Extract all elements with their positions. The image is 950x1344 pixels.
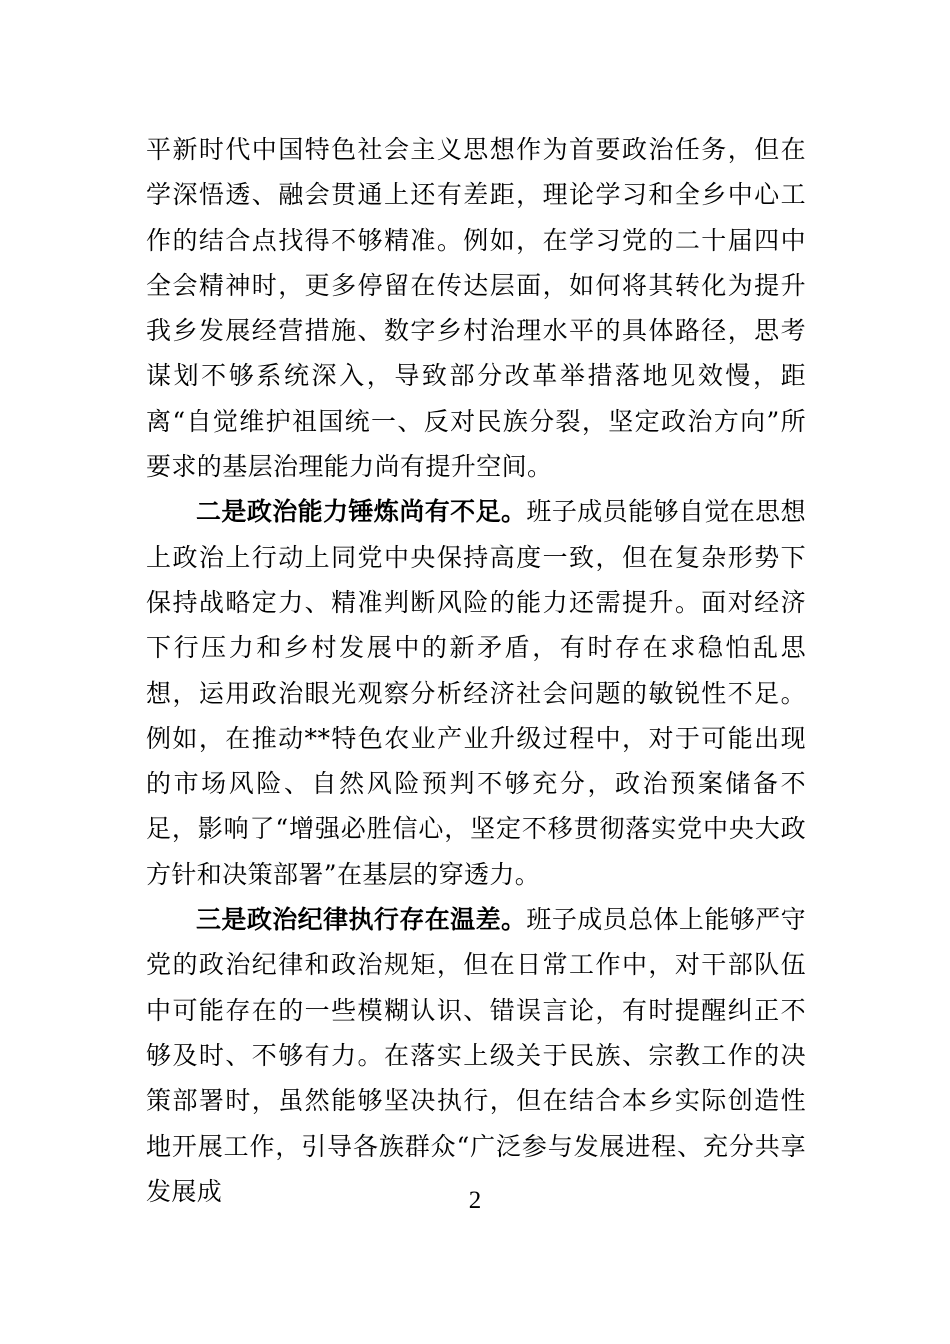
paragraph-lead-heading: 三是政治纪律执行存在温差。 bbox=[196, 905, 527, 935]
paragraph-lead-heading: 二是政治能力锤炼尚有不足。 bbox=[196, 497, 527, 527]
paragraph-text: 班子成员能够自觉在思想上政治上行动上同党中央保持高度一致，但在复杂形势下保持战略定力、精准判断风险的能力还需提升。面对经济下行压力和乡村发展中的新矛盾，有时存在求稳怕乱思想，运用政治眼光观察分析经济社会问题的敏锐性不足。例如，在推动**特色农业产业升级过程中，对于可能出现的市场风险、自然风险预判不够充分，政治预案储备不足，影响了“增强必胜信心，坚定不移贯彻落实党中央大政方针和决策部署”在基层的穿透力。 bbox=[146, 497, 806, 889]
paragraph-text: 平新时代中国特色社会主义思想作为首要政治任务，但在学深悟透、融会贯通上还有差距，理论学习和全乡中心工作的结合点找得不够精准。例如，在学习党的二十届四中全会精神时，更多停留在传达层面，如何将其转化为提升我乡发展经营措施、数字乡村治理水平的具体路径，思考谋划不够系统深入，导致部分改革举措落地见效慢，距离“自觉维护祖国统一、反对民族分裂，坚定政治方向”所要求的基层治理能力尚有提升空间。 bbox=[146, 135, 806, 482]
paragraph-text: 班子成员总体上能够严守党的政治纪律和政治规矩，但在日常工作中，对干部队伍中可能存在的一些模糊认识、错误言论，有时提醒纠正不够及时、不够有力。在落实上级关于民族、宗教工作的决策部署时，虽然能够坚决执行，但在结合本乡实际创造性地开展工作，引导各族群众“广泛参与发展进程、充分共享发展成 bbox=[146, 905, 806, 1206]
paragraph-continuation bbox=[146, 127, 806, 489]
document-body bbox=[146, 127, 806, 1214]
page-number: 2 bbox=[468, 1187, 482, 1214]
paragraph-point-two bbox=[146, 489, 806, 897]
paragraph-point-three bbox=[146, 897, 806, 1214]
